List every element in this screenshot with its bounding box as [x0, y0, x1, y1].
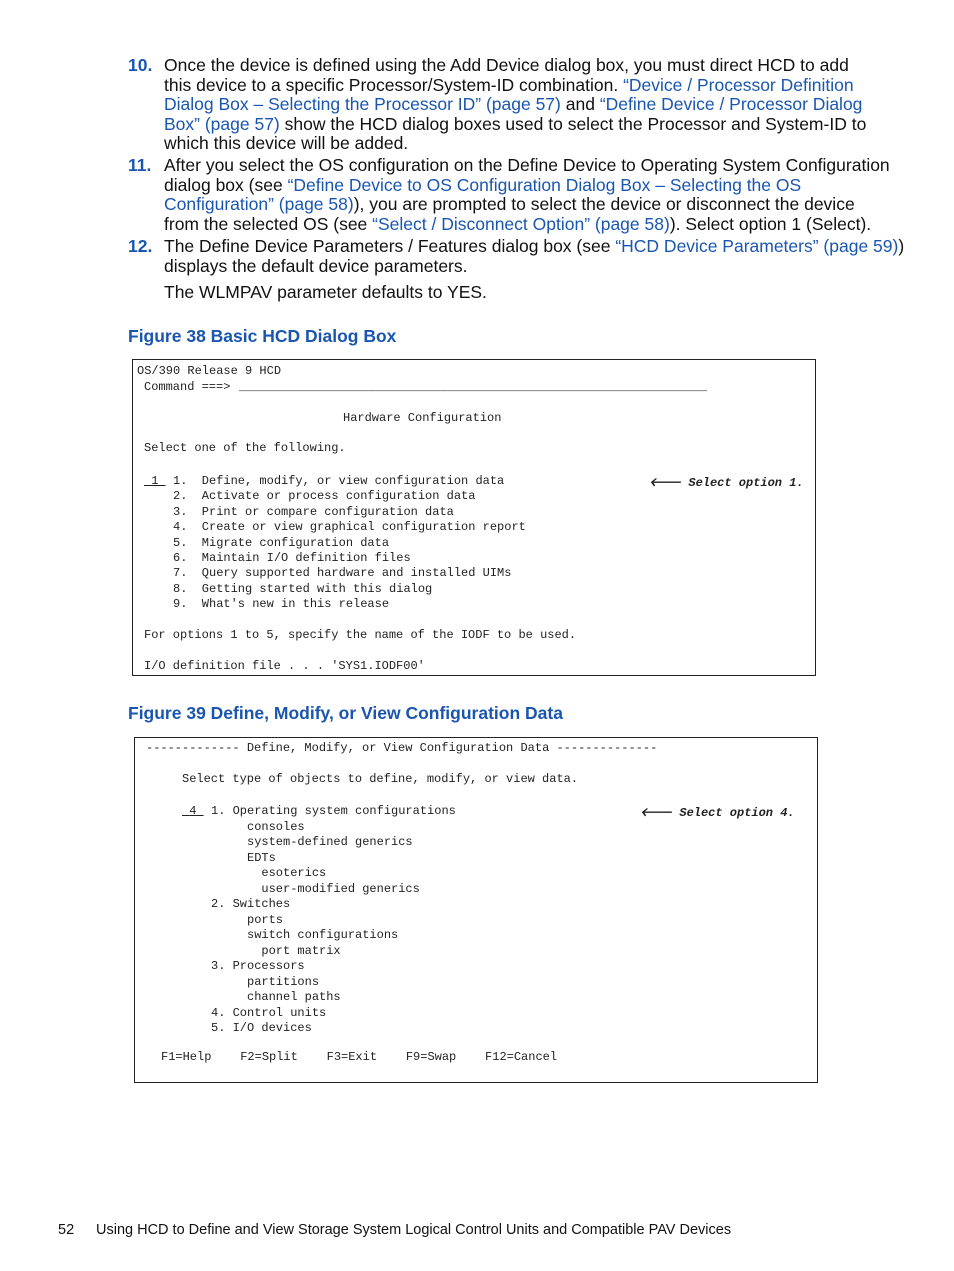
body-text: this device to a specific Processor/System-ID combination. — [164, 74, 624, 95]
step-line — [164, 156, 890, 176]
object-type-item[interactable]: 4. Control units — [211, 1005, 327, 1020]
selection-field[interactable]: 4 — [189, 804, 197, 818]
command-input-line[interactable]: _________________________________________________________________ — [239, 380, 708, 394]
object-type-item[interactable]: 2. Switches — [211, 897, 291, 911]
define-modify-view-screen — [134, 737, 818, 1083]
body-text: and — [560, 94, 600, 115]
screen-title: Hardware Configuration — [343, 411, 502, 425]
page-number: 52 — [58, 1222, 75, 1238]
body-text: from the selected OS (see — [164, 213, 373, 234]
object-type-item[interactable]: channel paths — [211, 990, 341, 1004]
object-type-item[interactable]: system-defined generics — [211, 835, 413, 849]
cross-reference-link[interactable]: “Select / Disconnect Option” (page 58) — [372, 213, 670, 234]
body-text: After you select the OS configuration on the Define Device to Operating System Configuration — [164, 155, 890, 175]
select-option-1-annotation: 🡐 Select option 1. — [649, 476, 804, 490]
menu-option[interactable]: 9. What's new in this release — [173, 597, 390, 612]
screen-header: OS/390 Release 9 HCD — [137, 364, 282, 378]
screen-header: ------------- Define, Modify, or View Configuration Data -------------- — [146, 741, 658, 755]
object-type-item[interactable]: port matrix — [211, 943, 341, 958]
body-text: The Define Device Parameters / Features dialog box (see — [164, 236, 616, 256]
body-text: Once the device is defined using the Add Device dialog box, you must direct HCD to add — [164, 55, 849, 75]
screen-instruction: Select one of the following. — [144, 441, 346, 455]
body-text: show the HCD dialog boxes used to select the Processor and System-ID to — [279, 113, 867, 134]
hcd-main-screen — [132, 359, 816, 676]
object-type-item[interactable]: 5. I/O devices — [211, 1021, 312, 1035]
object-type-item[interactable]: partitions — [211, 974, 320, 989]
step-number: 11. — [128, 155, 152, 175]
body-text: displays the default device parameters. — [164, 255, 468, 276]
object-type-item[interactable]: EDTs — [211, 850, 276, 865]
object-type-item[interactable]: ports — [211, 912, 284, 927]
step-line — [164, 237, 904, 257]
cross-reference-link[interactable]: Box” (page 57) — [164, 113, 280, 134]
cross-reference-link[interactable]: Configuration” (page 58) — [164, 194, 354, 215]
wlmpav-note: The WLMPAV parameter defaults to YES. — [164, 282, 487, 302]
step-line — [164, 257, 468, 277]
body-text: which this device will be added. — [164, 133, 409, 154]
step-number: 12. — [128, 236, 153, 256]
body-text: ), you are prompted to select the device or disconnect the device — [353, 194, 855, 215]
screen-instruction: Select type of objects to define, modify, or view data. — [182, 772, 579, 786]
step-line — [164, 195, 855, 215]
menu-option[interactable]: 4. Create or view graphical configuration report — [173, 520, 526, 535]
object-type-item[interactable]: 1. Operating system configurations — [211, 804, 456, 818]
object-type-item[interactable]: esoterics — [211, 866, 327, 880]
menu-option[interactable]: 2. Activate or process configuration data — [173, 489, 476, 504]
menu-option[interactable]: 5. Migrate configuration data — [173, 535, 390, 550]
cross-reference-link[interactable]: “Device / Processor Definition — [623, 74, 854, 95]
step-line — [164, 95, 862, 115]
step-line — [164, 115, 866, 135]
body-text: ) — [898, 236, 905, 256]
menu-option[interactable]: 1. Define, modify, or view configuration data — [173, 474, 505, 488]
menu-option[interactable]: 7. Query supported hardware and installed UIMs — [173, 566, 512, 581]
cross-reference-link[interactable]: “HCD Device Parameters” (page 59) — [615, 236, 899, 256]
figure-38-caption: Figure 38 Basic HCD Dialog Box — [128, 326, 397, 346]
running-footer: Using HCD to Define and View Storage System Logical Control Units and Compatible PAV Devices — [96, 1222, 732, 1238]
menu-option[interactable]: 8. Getting started with this dialog — [173, 581, 433, 596]
step-line — [164, 176, 801, 196]
object-type-item[interactable]: 3. Processors — [211, 959, 305, 973]
select-option-4-annotation: 🡐 Select option 4. — [640, 806, 795, 820]
step-line — [164, 56, 849, 76]
cross-reference-link[interactable]: “Define Device to OS Configuration Dialog Box – Selecting the OS — [287, 174, 802, 195]
figure-39-caption: Figure 39 Define, Modify, or View Configuration Data — [128, 703, 563, 723]
menu-option[interactable]: 6. Maintain I/O definition files — [173, 551, 411, 565]
step-line — [164, 215, 871, 235]
io-definition-file-field[interactable]: I/O definition file . . . 'SYS1.IODF00' — [144, 659, 425, 673]
function-keys: F1=Help F2=Split F3=Exit F9=Swap F12=Cancel — [161, 1050, 558, 1064]
step-line — [164, 134, 408, 154]
body-text: dialog box (see — [164, 174, 288, 195]
cross-reference-link[interactable]: Dialog Box – Selecting the Processor ID” (page 57) — [164, 94, 561, 115]
step-number: 10. — [128, 55, 153, 75]
object-type-item[interactable]: switch configurations — [211, 928, 399, 942]
object-type-item[interactable]: consoles — [211, 819, 305, 834]
body-text: ). Select option 1 (Select). — [669, 213, 872, 234]
menu-option[interactable]: 3. Print or compare configuration data — [173, 504, 454, 519]
command-prompt: Command ===> — [144, 380, 231, 394]
step-line — [164, 76, 854, 96]
cross-reference-link[interactable]: “Define Device / Processor Dialog — [599, 94, 863, 115]
selection-field[interactable]: 1 — [151, 474, 159, 488]
object-type-item[interactable]: user-modified generics — [211, 881, 420, 896]
iodf-instruction: For options 1 to 5, specify the name of the IODF to be used. — [144, 628, 577, 642]
